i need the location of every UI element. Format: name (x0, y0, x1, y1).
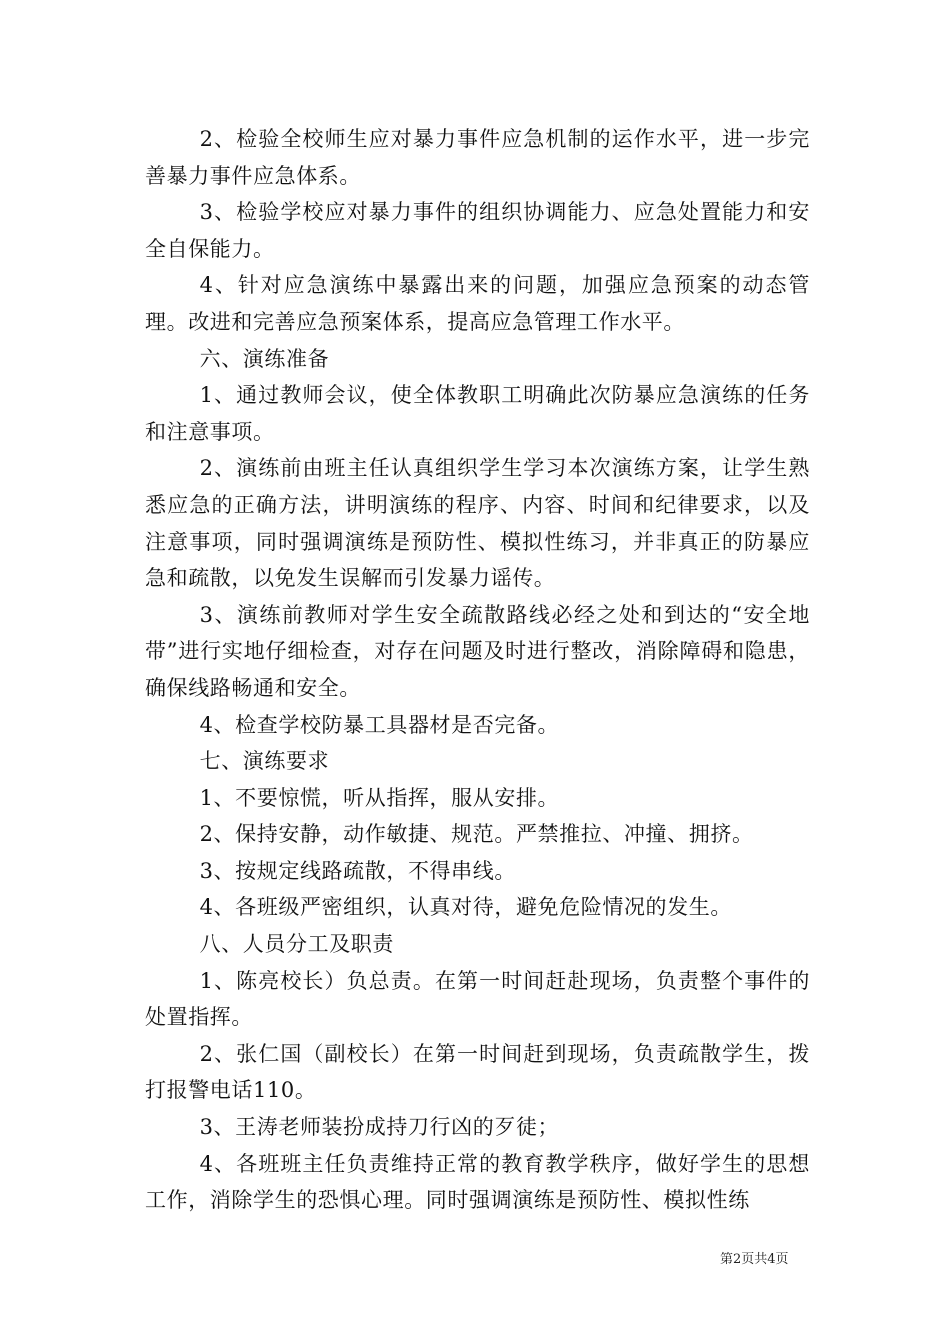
duty-item-4: 4、各班班主任负责维持正常的教育教学秩序，做好学生的思想工作，消除学生的恐惧心理。同时强调演练是预防性、模拟性练 (145, 1151, 810, 1213)
page-number-footer: 第2页共4页 (720, 1252, 789, 1267)
prep-item-2: 2、演练前由班主任认真组织学生学习本次演练方案，让学生熟悉应急的正确方法，讲明演练的程序、内容、时间和纪律要求，以及注意事项，同时强调演练是预防性、模拟性练习，并非真正的防暴应急和疏散，以免发生误解而引发暴力谣传。 (145, 456, 810, 591)
duty-item-1: 1、陈亮校长）负总责。在第一时间赶赴现场，负责整个事件的处置指挥。 (145, 968, 810, 1030)
requirement-item-3: 3、按规定线路疏散，不得串线。 (199, 858, 516, 883)
prep-item-4: 4、检查学校防暴工具器材是否完备。 (199, 712, 560, 737)
duty-item-2: 2、张仁国（副校长）在第一时间赶到现场，负责疏散学生，拨打报警电话110。 (145, 1041, 810, 1103)
requirement-item-4: 4、各班级严密组织，认真对待，避免危险情况的发生。 (199, 895, 732, 920)
prep-item-1: 1、通过教师会议，使全体教职工明确此次防暴应急演练的任务和注意事项。 (145, 383, 810, 444)
section-heading-6: 六、演练准备 (199, 346, 330, 371)
prep-item-3: 3、演练前教师对学生安全疏散路线必经之处和到达的“安全地带”进行实地仔细检查，对存在问题及时进行整改，消除障碍和隐患，确保线路畅通和安全。 (145, 602, 810, 700)
paragraph-item-4: 4、针对应急演练中暴露出来的问题，加强应急预案的动态管理。改进和完善应急预案体系，提高应急管理工作水平。 (145, 273, 810, 334)
duty-item-3: 3、王涛老师装扮成持刀行凶的歹徒； (199, 1115, 560, 1140)
requirement-item-1: 1、不要惊慌，听从指挥，服从安排。 (199, 785, 560, 810)
paragraph-item-3: 3、检验学校应对暴力事件的组织协调能力、应急处置能力和安全自保能力。 (145, 200, 810, 261)
section-heading-7: 七、演练要求 (199, 749, 330, 774)
paragraph-item-2: 2、检验全校师生应对暴力事件应急机制的运作水平，进一步完善暴力事件应急体系。 (145, 127, 810, 188)
body-text (145, 121, 810, 1219)
section-heading-8: 八、人员分工及职责 (199, 932, 394, 957)
requirement-item-2: 2、保持安静，动作敏捷、规范。严禁推拉、冲撞、拥挤。 (199, 822, 754, 847)
